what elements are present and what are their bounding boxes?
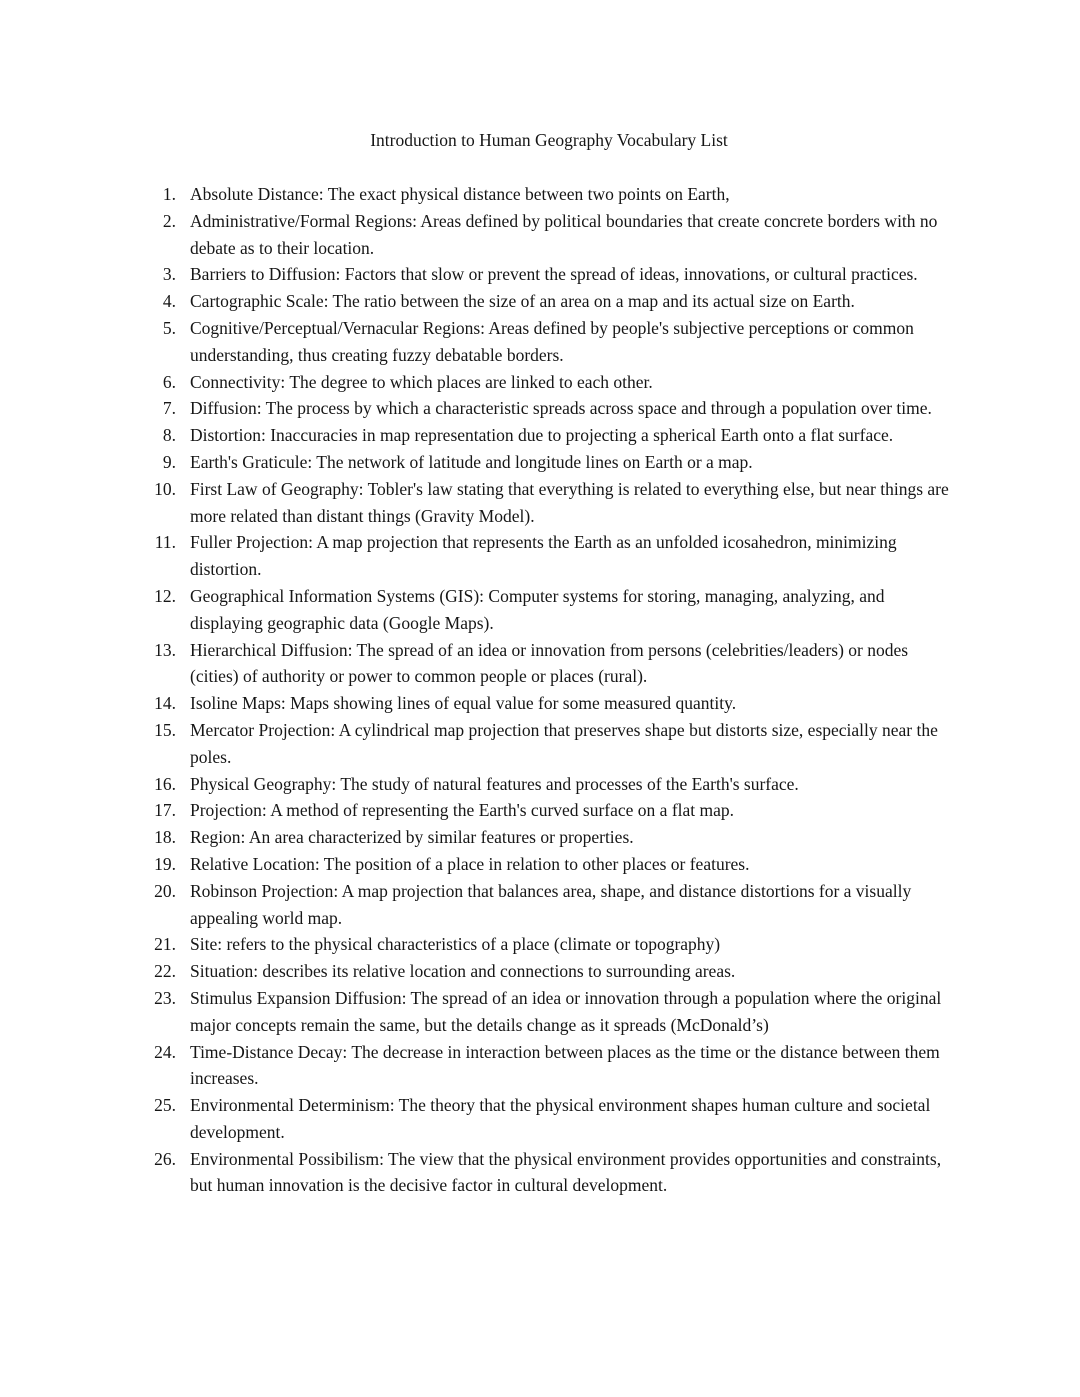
item-text: Geographical Information Systems (GIS): Computer systems for storing, managing, analyzing, and displaying geographic data (Google Maps). [190,585,885,633]
item-number: 14. [154,693,176,714]
item-number: 10. [154,478,176,499]
item-text: Barriers to Diffusion: Factors that slow or prevent the spread of ideas, innovations, or cultural practices. [190,264,918,285]
list-item [146,1039,952,1093]
list-item [146,315,952,369]
item-number: 19. [154,853,176,874]
item-number: 16. [154,773,176,794]
list-item [146,1092,952,1146]
document-title: Introduction to Human Geography Vocabulary List [370,130,728,150]
item-number: 17. [154,800,176,821]
item-text: Site: refers to the physical characteristics of a place (climate or topography) [190,934,721,955]
list-item [146,985,952,1039]
item-text: Robinson Projection: A map projection that balances area, shape, and distance distortions for a visually appealing world map. [190,880,912,928]
item-text: Situation: describes its relative location and connections to surrounding areas. [190,961,736,982]
item-text: Projection: A method of representing the Earth's curved surface on a flat map. [190,800,735,821]
list-item [146,529,952,583]
item-number: 2. [162,210,176,231]
list-item [146,288,952,315]
list-item [146,369,952,396]
item-text: Mercator Projection: A cylindrical map projection that preserves shape but distorts size, especially near the poles. [190,719,938,767]
item-text: Hierarchical Diffusion: The spread of an idea or innovation from persons (celebrities/leaders) or nodes (cities) of authority or power to common people or places (rural). [190,639,909,687]
item-text: Environmental Determinism: The theory that the physical environment shapes human culture and societal development. [190,1095,931,1142]
item-number: 9. [162,451,176,472]
item-number: 12. [154,585,176,606]
list-item [146,797,952,824]
item-text: Cartographic Scale: The ratio between the size of an area on a map and its actual size on Earth. [190,291,855,312]
item-number: 18. [154,827,176,848]
item-text: Time-Distance Decay: The decrease in interaction between places as the time or the distance between them increases. [190,1041,940,1089]
item-number: 6. [162,371,176,392]
list-item [146,208,952,262]
item-text: Physical Geography: The study of natural features and processes of the Earth's surface. [190,773,799,794]
list-item [146,931,952,958]
item-number: 4. [162,291,176,312]
item-text: Connectivity: The degree to which places are linked to each other. [190,371,653,392]
list-item [146,717,952,771]
item-number: 25. [154,1095,176,1116]
list-item [146,476,952,530]
item-text: Distortion: Inaccuracies in map representation due to projecting a spherical Earth onto a flat surface. [190,425,894,446]
item-text: Earth's Graticule: The network of latitude and longitude lines on Earth or a map. [190,451,753,472]
list-item [146,851,952,878]
item-number: 20. [154,880,176,901]
item-text: Absolute Distance: The exact physical distance between two points on Earth, [190,184,730,204]
item-number: 11. [154,532,176,553]
list-item [146,261,952,288]
vocabulary-list [146,181,952,1199]
item-text: Relative Location: The position of a place in relation to other places or features. [190,853,750,874]
item-text: Fuller Projection: A map projection that represents the Earth as an unfolded icosahedron, minimizing distortion. [190,532,897,580]
item-text: Stimulus Expansion Diffusion: The spread of an idea or innovation through a population where the original major concepts remain the same, but the details change as it spreads (McDonald’s) [190,987,942,1035]
item-text: Cognitive/Perceptual/Vernacular Regions: Areas defined by people's subjective perceptions or common understanding, thus creating fuzzy debatable borders. [190,317,914,365]
list-item [146,958,952,985]
list-item [146,878,952,932]
item-number: 22. [154,961,176,982]
item-text: Diffusion: The process by which a characteristic spreads across space and through a population over time. [190,398,932,419]
item-number: 15. [154,719,176,740]
item-number: 13. [154,639,176,660]
list-item [146,395,952,422]
item-number: 8. [162,425,176,446]
item-text: Isoline Maps: Maps showing lines of equal value for some measured quantity. [190,693,737,714]
list-item [146,637,952,691]
item-text: Environmental Possibilism: The view that the physical environment provides opportunities and constraints, but human innovation is the decisive factor in cultural development. [190,1148,942,1196]
item-number: 1. [162,184,176,204]
item-text: Administrative/Formal Regions: Areas defined by political boundaries that create concrete borders with no debate as to their location. [190,210,938,258]
list-item [146,583,952,637]
list-item [146,771,952,798]
list-item [146,422,952,449]
item-number: 23. [154,987,176,1008]
list-item [146,181,952,208]
item-number: 3. [162,264,176,285]
item-text: Region: An area characterized by similar features or properties. [190,827,634,848]
item-number: 7. [162,398,176,419]
item-number: 24. [154,1041,176,1062]
list-item [146,1146,952,1200]
item-number: 21. [154,934,176,955]
list-item [146,449,952,476]
list-item [146,690,952,717]
list-item [146,824,952,851]
item-number: 5. [162,317,176,338]
item-number: 26. [154,1148,176,1169]
item-text: First Law of Geography: Tobler's law stating that everything is related to everything else, but near things are more related than distant things (Gravity Model). [190,478,949,526]
